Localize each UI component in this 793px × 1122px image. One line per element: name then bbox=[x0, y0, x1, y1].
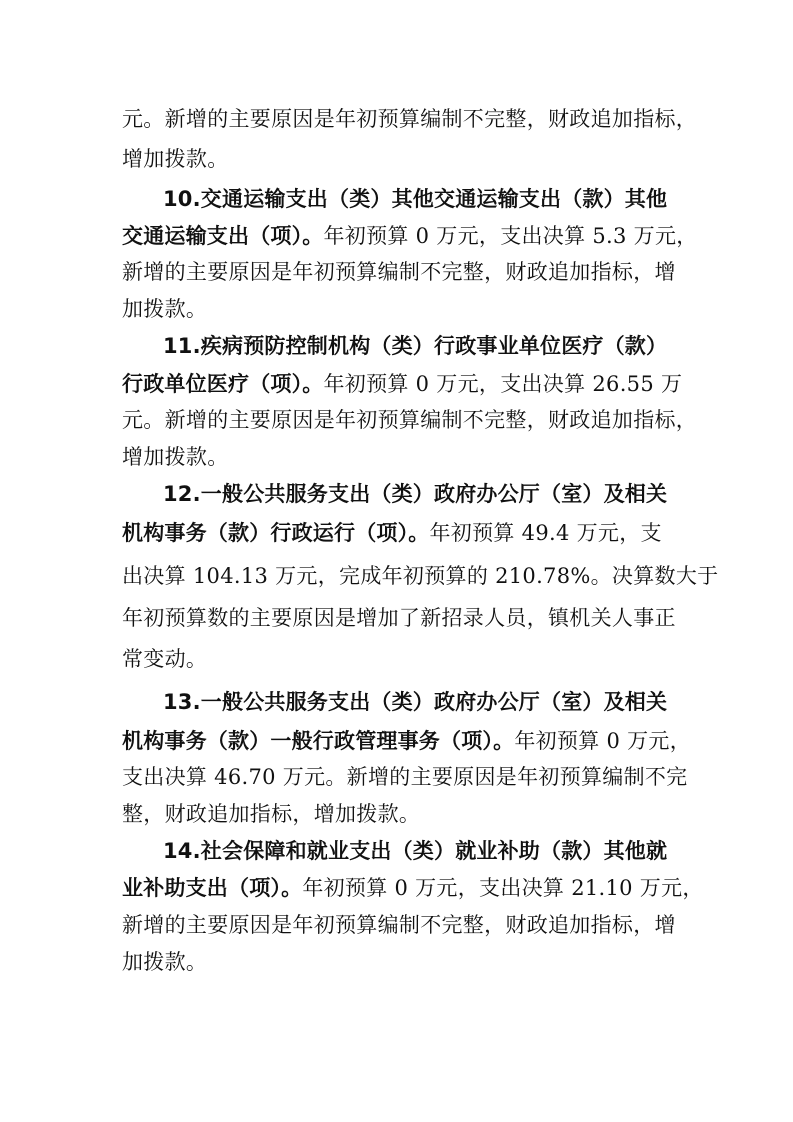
paragraph-line: 年初预算数的主要原因是增加了新招录人员，镇机关人事正 bbox=[122, 606, 676, 630]
item-11-heading: 11.疾病预防控制机构（类）行政事业单位医疗（款） bbox=[163, 334, 668, 358]
item-10-heading-continuation: 交通运输支出（项）。 bbox=[122, 224, 324, 248]
item-12-heading: 12.一般公共服务支出（类）政府办公厅（室）及相关 bbox=[163, 482, 668, 506]
paragraph-line: 元。新增的主要原因是年初预算编制不完整，财政追加指标， bbox=[122, 107, 698, 131]
item-10-body: 年初预算 0 万元，支出决算 5.3 万元， bbox=[323, 224, 698, 248]
paragraph-line: 增加拨款。 bbox=[122, 445, 229, 469]
paragraph-line: 增加拨款。 bbox=[122, 147, 229, 171]
item-11-body: 年初预算 0 万元，支出决算 26.55 万 bbox=[323, 372, 683, 396]
paragraph-line: 整，财政追加指标，增加拨款。 bbox=[122, 802, 421, 826]
item-14-line-2 bbox=[122, 868, 793, 908]
item-10-line-2 bbox=[122, 216, 793, 256]
paragraph-line: 元。新增的主要原因是年初预算编制不完整，财政追加指标， bbox=[122, 408, 698, 432]
paragraph-line: 加拨款。 bbox=[122, 297, 208, 321]
item-14-heading-continuation: 业补助支出（项）。 bbox=[122, 876, 303, 900]
item-13-heading-continuation: 机构事务（款）一般行政管理事务（项）。 bbox=[122, 729, 515, 753]
item-13-body: 年初预算 0 万元， bbox=[514, 729, 692, 753]
item-14-heading: 14.社会保障和就业支出（类）就业补助（款）其他就 bbox=[163, 839, 668, 863]
item-14-body: 年初预算 0 万元，支出决算 21.10 万元， bbox=[302, 876, 704, 900]
item-12-line-2 bbox=[122, 513, 793, 553]
item-13-line-2 bbox=[122, 721, 793, 761]
paragraph-line: 加拨款。 bbox=[122, 950, 208, 974]
paragraph-line: 出决算 104.13 万元，完成年初预算的 210.78%。决算数大于 bbox=[122, 564, 719, 588]
item-10-heading: 10.交通运输支出（类）其他交通运输支出（款）其他 bbox=[163, 187, 668, 211]
paragraph-line: 常变动。 bbox=[122, 647, 208, 671]
item-13-heading: 13.一般公共服务支出（类）政府办公厅（室）及相关 bbox=[163, 690, 668, 714]
item-11-line-2 bbox=[122, 364, 793, 404]
item-12-body: 年初预算 49.4 万元，支 bbox=[429, 521, 662, 545]
item-12-heading-continuation: 机构事务（款）行政运行（项）。 bbox=[122, 521, 430, 545]
paragraph-line: 新增的主要原因是年初预算编制不完整，财政追加指标，增 bbox=[122, 260, 676, 284]
paragraph-line: 支出决算 46.70 万元。新增的主要原因是年初预算编制不完 bbox=[122, 765, 688, 789]
paragraph-line: 新增的主要原因是年初预算编制不完整，财政追加指标，增 bbox=[122, 913, 676, 937]
item-11-heading-continuation: 行政单位医疗（项）。 bbox=[122, 372, 324, 396]
